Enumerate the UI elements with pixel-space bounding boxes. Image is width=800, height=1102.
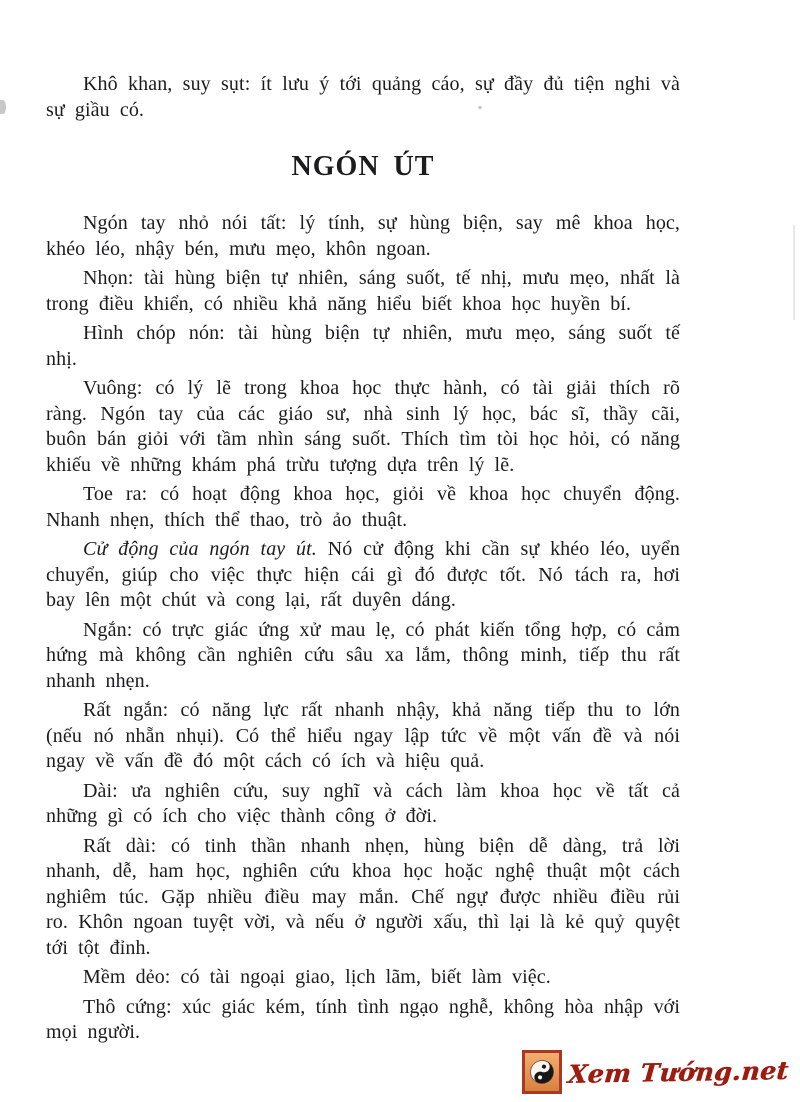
paragraph-text: Nó cử động khi cần sự khéo léo, uyển chuyển, giúp cho việc thực hiện cái gì đó được tốt. Nó tách ra, hơi bay lên một chút và cong lại, rất duyên dáng. <box>46 538 681 611</box>
paragraph-text: Thô cứng: xúc giác kém, tính tình ngạo nghễ, không hòa nhập với mọi người. <box>46 995 680 1043</box>
watermark <box>522 1050 788 1094</box>
paragraph-text: Dài: ưa nghiên cứu, suy nghĩ và cách làm khoa học về tất cả những gì có ích cho việc thành công ở đời. <box>46 779 680 827</box>
body-paragraph <box>46 211 680 262</box>
italic-lead-text: Cử động của ngón tay út. <box>83 538 317 560</box>
paragraph-text: Toe ra: có hoạt động khoa học, giỏi về khoa học chuyển động. Nhanh nhẹn, thích thể thao, trò ảo thuật. <box>46 483 680 531</box>
intro-paragraph: Khô khan, suy sụt: ít lưu ý tới quảng cáo, sự đầy đủ tiện nghi và sự giầu có. <box>46 73 680 121</box>
body-paragraph <box>46 995 680 1046</box>
body-paragraph <box>46 266 680 317</box>
paragraph-text: Ngắn: có trực giác ứng xử mau lẹ, có phát kiến tổng hợp, có cảm hứng mà không cần nghiên cứu sâu xa lắm, thông minh, tiếp thu rất nhanh nhẹn. <box>46 618 680 692</box>
body-paragraph <box>46 482 680 533</box>
paragraph-text: Rất ngắn: có năng lực rất nhanh nhậy, khả năng tiếp thu to lớn (nếu nó nhẵn nhụi). Có thể hiểu ngay lập tức về một vấn đề và nói ngay về vấn đề đó một cách có ích và hiệu quả. <box>46 699 680 772</box>
body-paragraph <box>46 376 680 478</box>
paragraph-list <box>46 211 680 1046</box>
yin-yang-glyph <box>528 1058 556 1086</box>
paragraph-text: Nhọn: tài hùng biện tự nhiên, sáng suốt, tế nhị, mưu mẹo, nhất là trong điều khiển, có nhiều khả năng hiểu biết khoa học huyền bí. <box>46 267 680 315</box>
scan-streak <box>793 225 795 320</box>
body-paragraph <box>46 779 680 830</box>
yin-yang-icon <box>522 1050 562 1094</box>
text-block <box>46 72 680 1050</box>
watermark-brand-text: Xem Tướng.net <box>566 1055 790 1089</box>
body-paragraph <box>46 537 680 614</box>
body-paragraph <box>46 618 680 695</box>
paragraph-text: Ngón tay nhỏ nói tất: lý tính, sự hùng biện, say mê khoa học, khéo léo, nhậy bén, mưu mẹo, khôn ngoan. <box>46 212 680 260</box>
paragraph-text: Rất dài: có tinh thần nhanh nhẹn, hùng biện dễ dàng, trả lời nhanh, dễ, ham học, nghiên cứu khoa học hoặc nghệ thuật một cách nghiêm túc. Gặp nhiều điều may mắn. Chế ngự được nhiều điều rủi ro. Khôn ngoan tuyệt vời, và nếu ở người xấu, thì lại là kẻ quỷ quyệt tới tột đỉnh. <box>46 834 680 959</box>
paragraph-text: Vuông: có lý lẽ trong khoa học thực hành, có tài giải thích rõ ràng. Ngón tay của các giáo sư, nhà sinh lý học, bác sĩ, thầy cãi, buôn bán giỏi với tầm nhìn sáng suốt. Thích tìm tòi học hỏi, có năng khiếu về những khám phá trừu tượng dựa trên lý lẽ. <box>46 377 680 476</box>
scan-speck <box>0 100 6 114</box>
page-title: NGÓN ÚT <box>291 151 435 182</box>
body-paragraph <box>46 321 680 372</box>
paragraph-text: Mềm dẻo: có tài ngoại giao, lịch lãm, biết làm việc. <box>83 966 551 988</box>
body-paragraph <box>46 698 680 775</box>
body-paragraph <box>46 834 680 962</box>
paragraph-text: Hình chóp nón: tài hùng biện tự nhiên, mưu mẹo, sáng suốt tế nhị. <box>46 322 680 370</box>
body-paragraph <box>46 965 680 991</box>
